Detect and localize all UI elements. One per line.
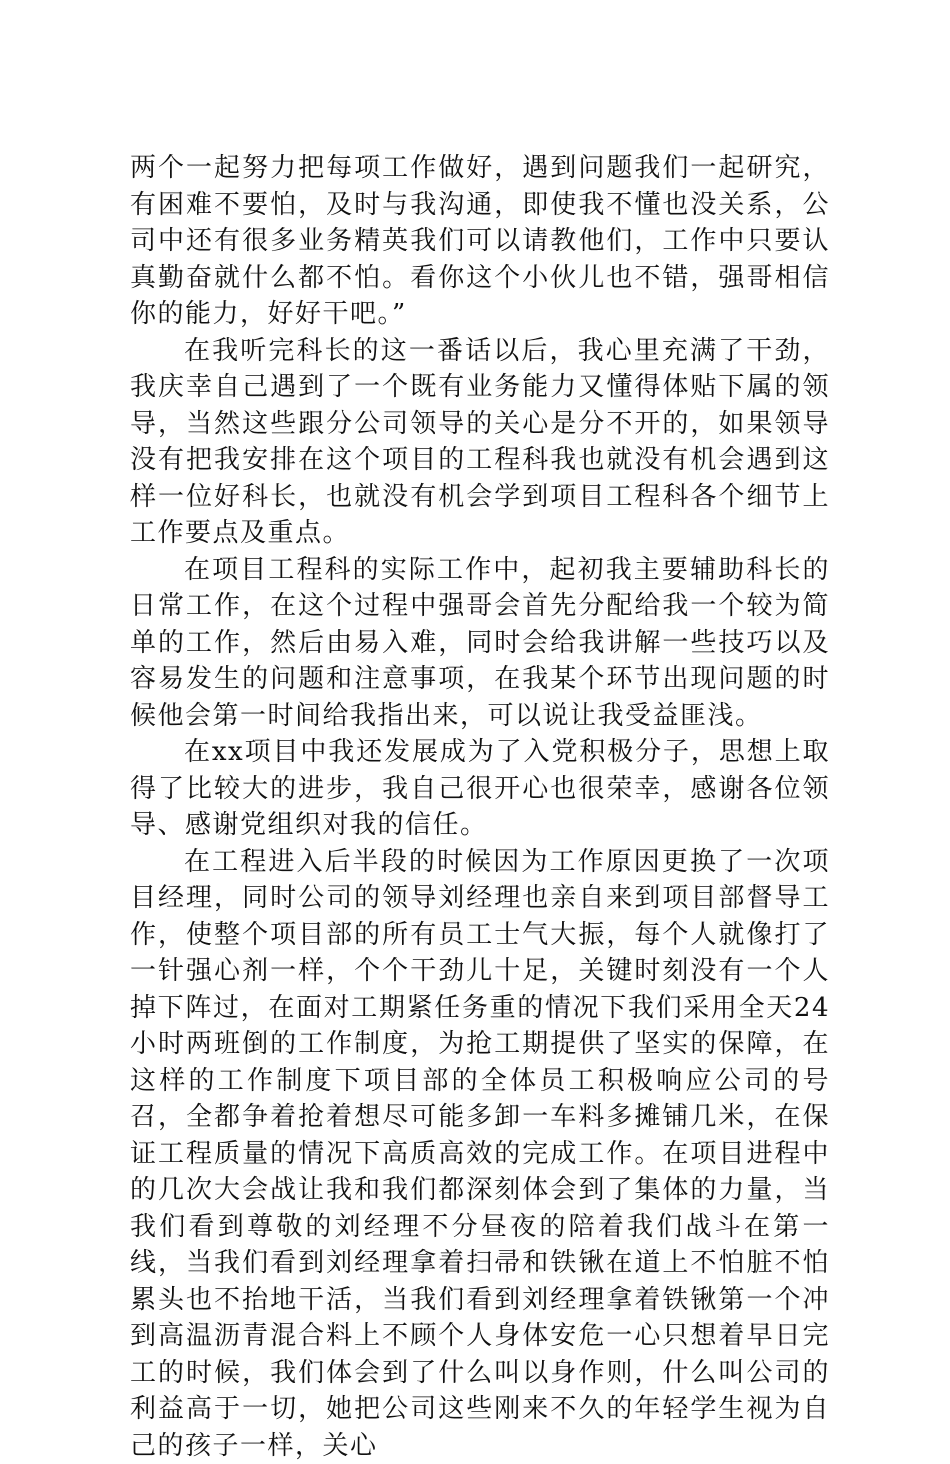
paragraph: 在工程进入后半段的时候因为工作原因更换了一次项目经理，同时公司的领导刘经理也亲自来到项目部督导工作，使整个项目部的所有员工士气大振，每个人就像打了一针强心剂一样，个个干劲儿十足，关键时刻没有一个人掉下阵过，在面对工期紧任务重的情况下我们采用全天24小时两班倒的工作制度，为抢工期提供了坚实的保障，在这样的工作制度下项目部的全体员工积极响应公司的号召，全都争着抢着想尽可能多卸一车料多摊铺几米，在保证工程质量的情况下高质高效的完成工作。在项目进程中的几次大会战让我和我们都深刻体会到了集体的力量，当我们看到尊敬的刘经理不分昼夜的陪着我们战斗在第一线，当我们看到刘经理拿着扫帚和铁锹在道上不怕脏不怕累头也不抬地干活，当我们看到刘经理拿着铁锹第一个冲到高温沥青混合料上不顾个人身体安危一心只想着早日完工的时候，我们体会到了什么叫以身作则，什么叫公司的利益高于一切，她把公司这些刚来不久的年轻学生视为自己的孩子一样，关心 (130, 844, 830, 1464)
paragraph: 在项目工程科的实际工作中，起初我主要辅助科长的日常工作，在这个过程中强哥会首先分配给我一个较为简单的工作，然后由易入难，同时会给我讲解一些技巧以及容易发生的问题和注意事项，在我某个环节出现问题的时候他会第一时间给我指出来，可以说让我受益匪浅。 (130, 552, 830, 735)
document-body (130, 150, 830, 1464)
paragraph-continuation: 两个一起努力把每项工作做好，遇到问题我们一起研究，有困难不要怕，及时与我沟通，即使我不懂也没关系，公司中还有很多业务精英我们可以请教他们，工作中只要认真勤奋就什么都不怕。看你这个小伙儿也不错，强哥相信你的能力，好好干吧。” (130, 150, 830, 333)
paragraph: 在我听完科长的这一番话以后，我心里充满了干劲，我庆幸自己遇到了一个既有业务能力又懂得体贴下属的领导，当然这些跟分公司领导的关心是分不开的，如果领导没有把我安排在这个项目的工程科我也就没有机会遇到这样一位好科长，也就没有机会学到项目工程科各个细节上工作要点及重点。 (130, 333, 830, 552)
paragraph: 在xx项目中我还发展成为了入党积极分子，思想上取得了比较大的进步，我自己很开心也很荣幸，感谢各位领导、感谢党组织对我的信任。 (130, 734, 830, 844)
